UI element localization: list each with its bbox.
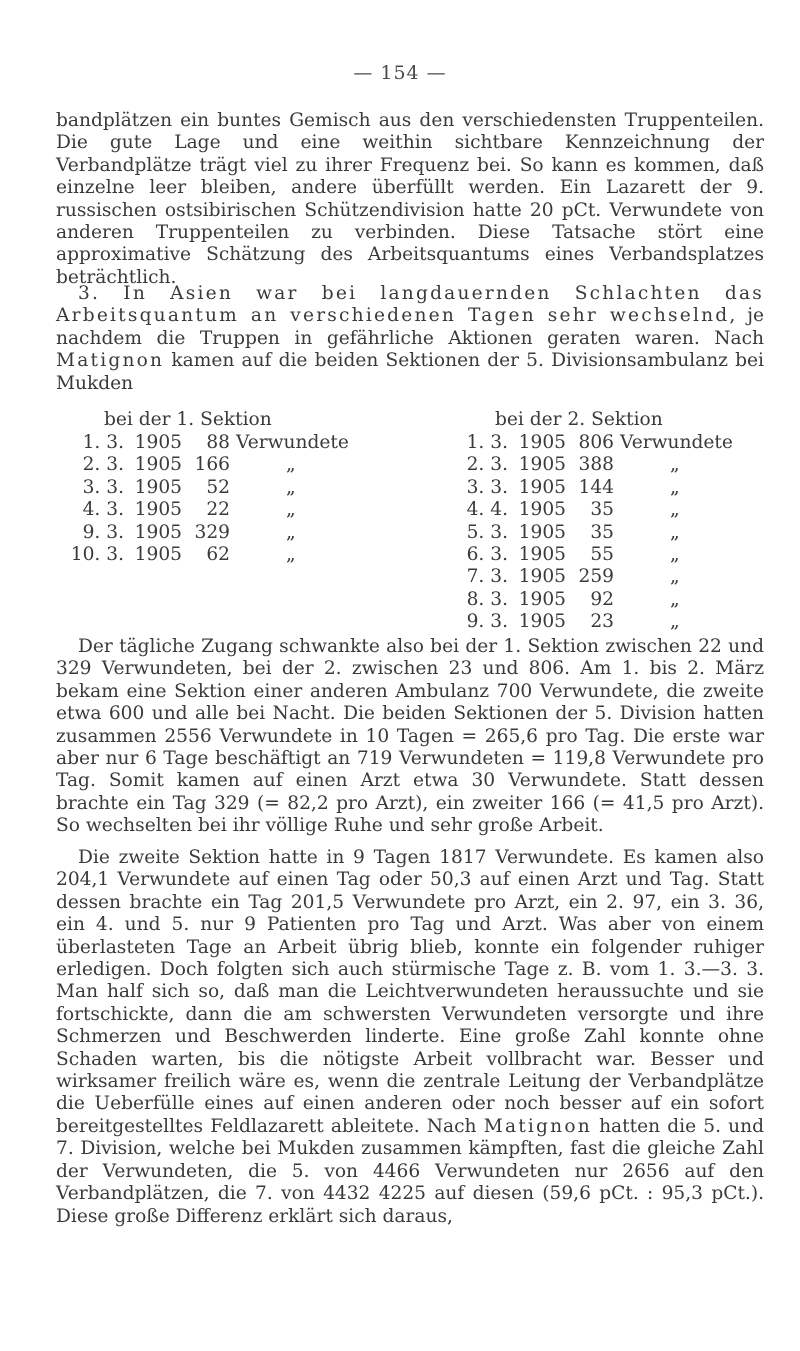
row-date: 1. 3. (82, 432, 124, 453)
row-count: 92 (590, 588, 614, 610)
row-date: 2. 3. (466, 454, 508, 476)
author-name-matignon: Matignon (56, 350, 165, 372)
table-row (438, 611, 733, 633)
row-year: 1905 (518, 543, 566, 565)
paragraph-3-text: Der tägliche Zugang schwankte also bei der 1. Sektion zwischen 22 und 329 Verwundeten, bei der 2. zwischen 23 und 806. Am 1. bis 2. März bekam eine Sektion einer anderen Ambulanz 700 Verwundete, die zweite etwa 600 und alle bei Nacht. Die beiden Sektionen der 5. Division hatten zusammen 2556 Verwundete in 10 Tagen = 265,6 pro Tag. Die erste war aber nur 6 Tage beschäftigt an 719 Verwundeten = 119,8 Verwundete pro Tag. Somit kamen auf einen Arzt etwa 30 Verwundete. Statt dessen brachte ein Tag 329 (= 82,2 pro Arzt), ein zweiter 166 (= 41,5 pro Arzt). So wechselten bei ihr völlige Ruhe und sehr große Arbeit. (56, 636, 764, 837)
paragraph-2-text (56, 283, 764, 395)
row-date: 4. 4. (466, 499, 508, 521)
page-number: — 154 — (353, 62, 447, 84)
row-unit: Verwundete (236, 432, 349, 453)
row-count: 35 (590, 499, 614, 521)
row-count: 806 (578, 432, 614, 453)
paragraph-4-part-b: hatten die 5. und 7. Division, welche bei Mukden zusammen kämpften, fast die gleiche Zahl der Verwundeten, die 5. von 4466 Verwundeten nur 2656 auf den Verbandplätzen, die 7. von 4432 4225 auf diesen (59,6 pCt. : 95,3 pCt.). Diese große Differenz erklärt sich daraus, (56, 1115, 765, 1227)
row-date: 2. 3. (82, 454, 124, 476)
table-row (438, 477, 733, 499)
paragraph-4-part-a: Die zweite Sektion hatte in 9 Tagen 1817 Verwundete. Es kamen also 204,1 Verwundete auf einen Tag oder 50,3 auf einen Arzt und Tag. Statt dessen brachte ein Tag 201,5 Verwundete pro Arzt, ein 2. 97, ein 3. 36, ein 4. und 5. nur 9 Patienten pro Tag und Arzt. Was aber von einem überlasteten Tage an Arbeit übrig blieb, konnte ein folgender ruhiger erledigen. Doch folgten sich auch stürmische Tage z. B. vom 1. 3.—3. 3. Man half sich so, daß man die Leichtverwundeten heraussuchte und sie fortschickte, dann die am schwersten Verwundeten versorgte und ihre Schmerzen und Beschwerden linderte. Eine große Zahl konnte ohne Schaden warten, bis die nötigste Arbeit vollbracht war. Besser und wirksamer freilich wäre es, wenn die zentrale Leitung der Verbandplätze die Ueberfülle eines auf einen anderen oder noch besser auf ein sofort bereitgestelltes Feldlazarett ableitete. Nach (56, 847, 764, 1137)
paragraph-1 (56, 110, 764, 289)
row-count: 144 (578, 476, 614, 498)
table-row (54, 544, 349, 566)
row-year: 1905 (518, 432, 566, 453)
row-count: 388 (578, 454, 614, 476)
row-year: 1905 (134, 432, 182, 453)
row-year: 1905 (518, 521, 566, 543)
row-year: 1905 (134, 454, 182, 476)
table-row (54, 499, 349, 521)
row-ditto-mark: „ (286, 499, 296, 521)
table-row (438, 544, 733, 566)
row-date: 6. 3. (466, 543, 508, 565)
row-date: 10. 3. (70, 543, 124, 565)
row-count: 88 (206, 432, 230, 453)
row-count: 166 (194, 454, 230, 476)
row-year: 1905 (134, 499, 182, 521)
row-ditto-mark: „ (670, 521, 680, 543)
table-row (438, 432, 733, 454)
row-date: 7. 3. (466, 566, 508, 588)
row-year: 1905 (134, 521, 182, 543)
row-year: 1905 (518, 611, 566, 633)
table-row (438, 499, 733, 521)
row-date: 9. 3. (82, 521, 124, 543)
row-ditto-mark: „ (670, 566, 680, 588)
section-1-table (54, 432, 349, 566)
table-row (54, 522, 349, 544)
row-date: 3. 3. (82, 476, 124, 498)
row-ditto-mark: „ (670, 454, 680, 476)
paragraph-2-rest-2: kamen auf die beiden Sektionen der 5. Divisionsambulanz bei Mukden (56, 350, 764, 394)
row-ditto-mark: „ (670, 499, 680, 521)
row-year: 1905 (134, 476, 182, 498)
row-ditto-mark: „ (286, 521, 296, 543)
row-date: 8. 3. (466, 588, 508, 610)
paragraph-3 (56, 636, 764, 838)
row-year: 1905 (518, 499, 566, 521)
table-row (54, 454, 349, 476)
row-count: 62 (206, 543, 230, 565)
row-count: 35 (590, 521, 614, 543)
table-row (54, 432, 349, 454)
row-year: 1905 (518, 566, 566, 588)
section-2-table (438, 432, 733, 634)
row-ditto-mark: „ (670, 588, 680, 610)
row-ditto-mark: „ (670, 611, 680, 633)
row-date: 3. 3. (466, 476, 508, 498)
row-date: 5. 3. (466, 521, 508, 543)
row-ditto-mark: „ (286, 476, 296, 498)
table-row (438, 522, 733, 544)
table-row (438, 454, 733, 476)
row-count: 23 (590, 611, 614, 633)
row-year: 1905 (134, 543, 182, 565)
table-row (438, 589, 733, 611)
row-year: 1905 (518, 588, 566, 610)
row-unit: Verwundete (620, 432, 733, 453)
row-year: 1905 (518, 454, 566, 476)
table-row (54, 477, 349, 499)
row-date: 1. 3. (466, 432, 508, 453)
row-date: 9. 3. (466, 611, 508, 633)
row-date: 4. 3. (82, 499, 124, 521)
section-2-heading: bei der 2. Sektion (495, 409, 663, 430)
paragraph-4 (56, 847, 764, 1228)
table-row (438, 566, 733, 588)
row-count: 259 (578, 566, 614, 588)
row-count: 52 (206, 476, 230, 498)
row-ditto-mark: „ (286, 454, 296, 476)
row-count: 55 (590, 543, 614, 565)
author-name-matignon: Matignon (483, 1115, 592, 1137)
row-ditto-mark: „ (286, 543, 296, 565)
section-1-heading: bei der 1. Sektion (104, 409, 272, 430)
paragraph-1-text: bandplätzen ein buntes Gemisch aus den verschiedensten Truppenteilen. Die gute Lage und eine weithin sichtbare Kennzeichnung der Verbandplätze trägt viel zu ihrer Frequenz bei. So kann es kommen, daß einzelne leer bleiben, andere überfüllt werden. Ein Lazarett der 9. russischen ostsibirischen Schützendivision hatte 20 pCt. Verwundete von anderen Truppenteilen zu verbinden. Diese Tatsache stört eine approximative Schätzung des Arbeitsquantums eines Verbandsplatzes beträchtlich. (56, 110, 764, 288)
row-count: 329 (194, 521, 230, 543)
row-ditto-mark: „ (670, 476, 680, 498)
row-ditto-mark: „ (670, 543, 680, 565)
paragraph-2 (56, 283, 764, 395)
row-count: 22 (206, 499, 230, 521)
paragraph-4-text (56, 847, 764, 1228)
row-year: 1905 (518, 476, 566, 498)
paragraph-2-lead: 3. In Asien war bei langdauernden Schlachten das Arbeitsquantum an verschiedenen Tagen sehr wechselnd, (56, 283, 764, 327)
paragraph-2-rest-1: je nachdem die Truppen in gefährliche Aktionen geraten waren. Nach (56, 305, 764, 349)
